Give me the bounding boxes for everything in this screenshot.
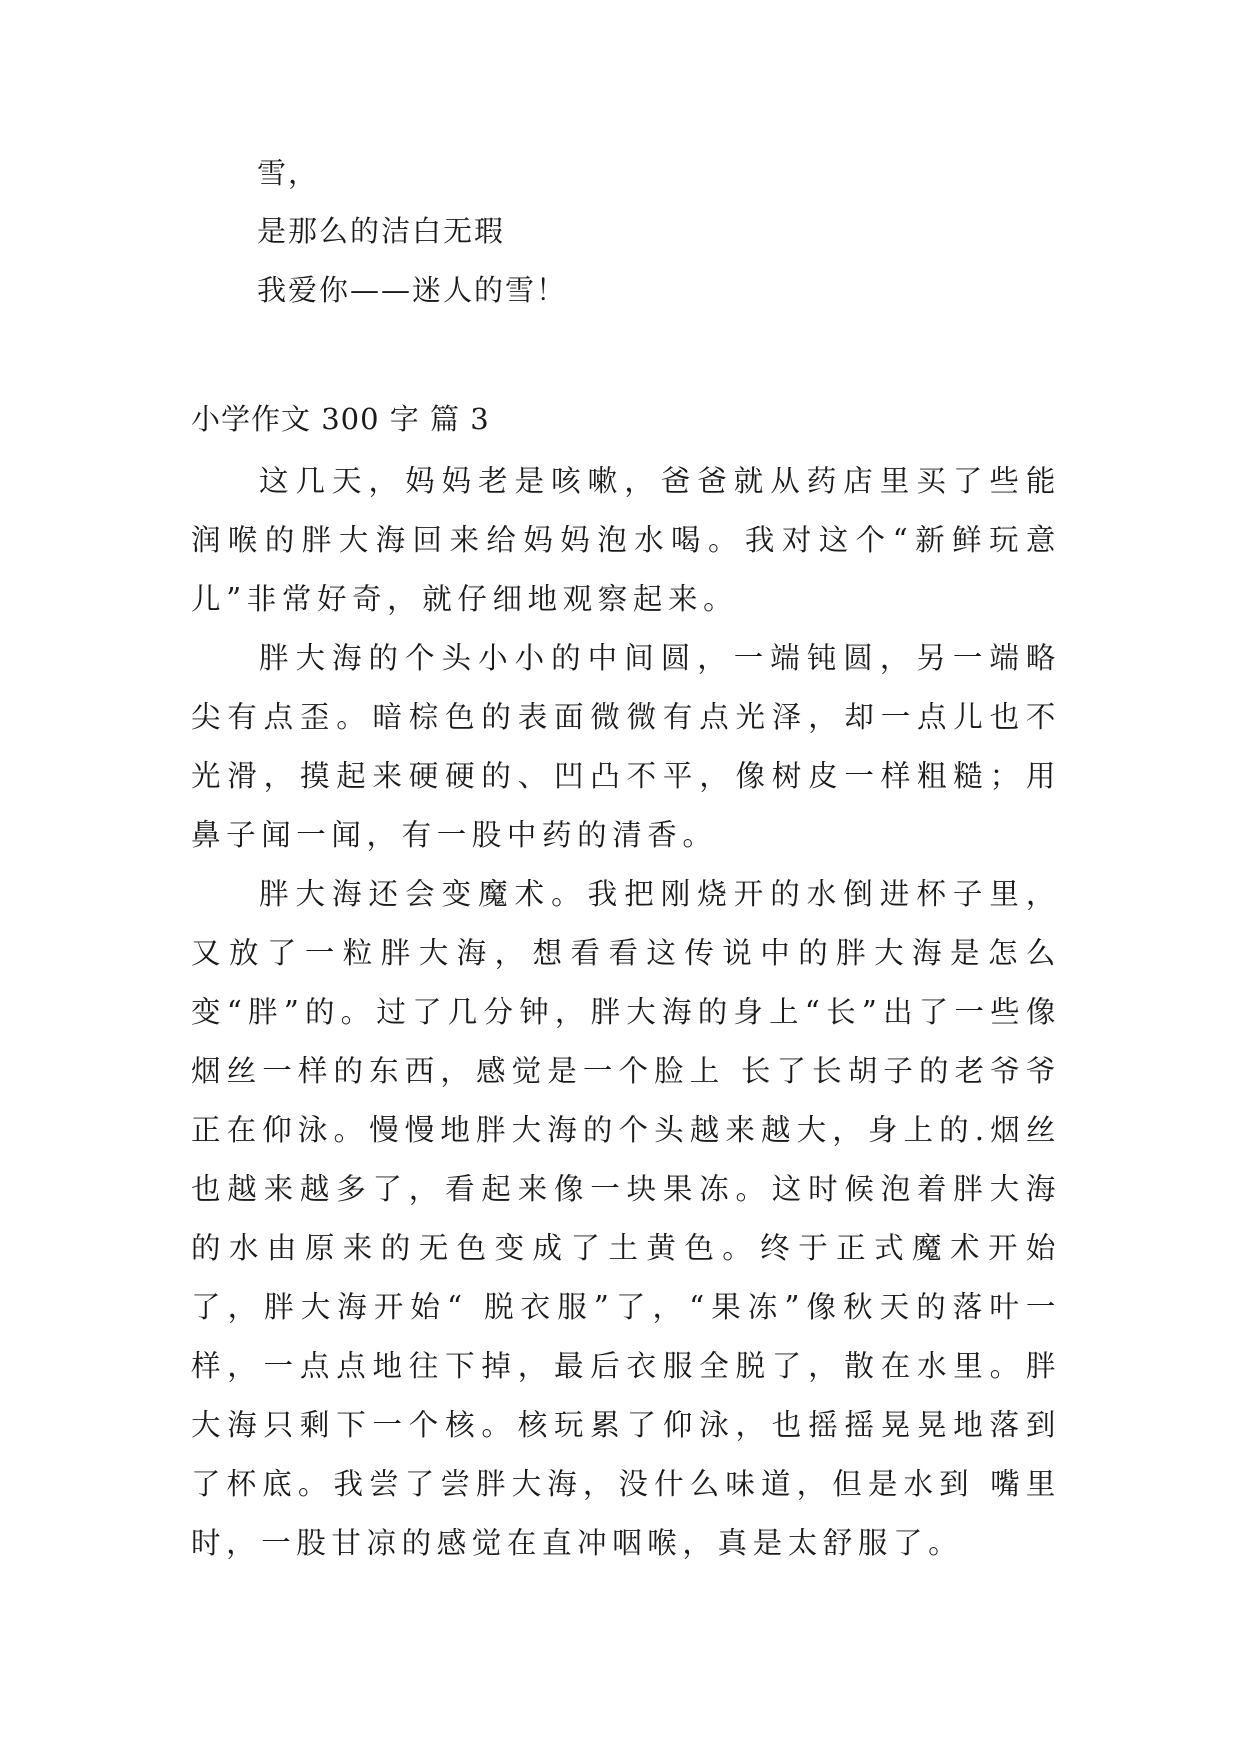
essay-paragraph-1: 这几天，妈妈老是咳嗽，爸爸就从药店里买了些能润喉的胖大海回来给妈妈泡水喝。我对这个“新鲜玩意儿”非常好奇，就仔细地观察起来。 [191,464,1061,616]
section-heading: 小学作文 300 字 篇 3 [191,402,490,436]
essay-paragraph-2: 胖大海的个头小小的中间圆，一端钝圆，另一端略尖有点歪。暗棕色的表面微微有点光泽，却一点儿也不光滑，摸起来硬硬的、凹凸不平，像树皮一样粗糙；用鼻子闻一闻，有一股中药的清香。 [191,641,1061,852]
poem-line-3: 我爱你——迷人的雪！ [257,273,568,307]
poem-line-1: 雪， [257,156,320,190]
essay-paragraph-3: 胖大海还会变魔术。我把刚烧开的水倒进杯子里，又放了一粒胖大海，想看看这传说中的胖大海是怎么变“胖”的。过了几分钟，胖大海的身上“长”出了一些像烟丝一样的东西，感觉是一个脸上 长了长胡子的老爷爷正在仰泳。慢慢地胖大海的个头越来越大，身上的.烟丝也越来越多了，看起来像一块果冻。这时候泡着胖大海的水由原来的无色变成了土黄色。终于正式魔术开始了，胖大海开始“ 脱衣服”了，“果冻”像秋天的落叶一样，一点点地往下掉，最后衣服全脱了，散在水里。胖大海只剩下一个核。核玩累了仰泳，也摇摇晃晃地落到了杯底。我尝了尝胖大海，没什么味道，但是水到 嘴里时，一股甘凉的感觉在直冲咽喉，真是太舒服了。 [191,877,1061,1560]
poem-line-2: 是那么的洁白无瑕 [257,214,506,248]
essay-body [191,452,1061,1573]
